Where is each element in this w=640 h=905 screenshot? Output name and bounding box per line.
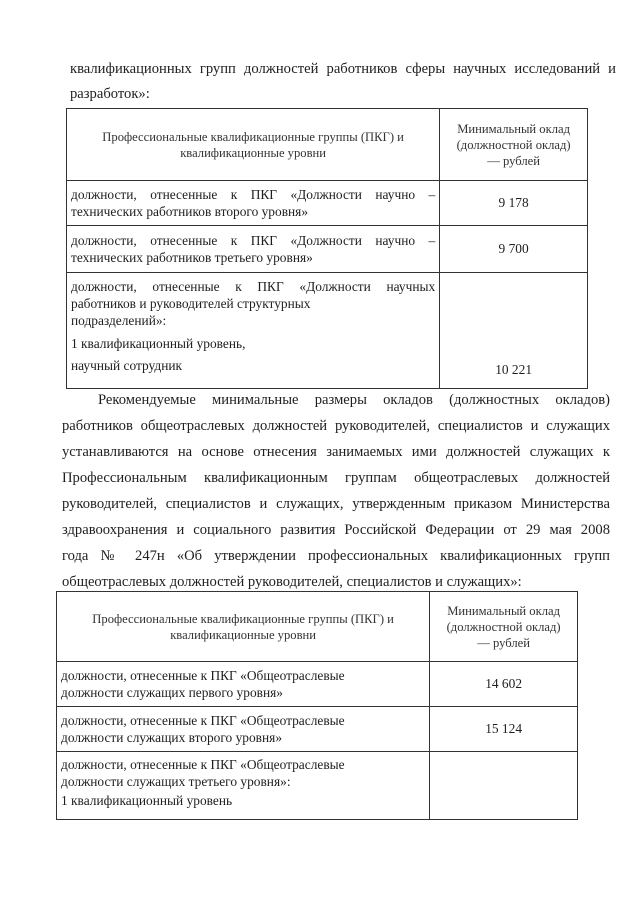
cell-text-line: научный сотрудник: [71, 358, 183, 373]
cell-text-line: должности служащих первого уровня»: [61, 685, 283, 700]
table-header-row: [57, 592, 578, 662]
header-qualification-groups: [67, 109, 440, 181]
salary-value: [430, 752, 578, 820]
header-text-line: квалификационные уровни: [180, 145, 326, 160]
salary-value: 14 602: [430, 662, 578, 707]
paragraph-line: работников общеотраслевых должностей руководителей, специалистов и служащих: [62, 418, 610, 434]
table-row: [57, 752, 578, 820]
cell-text-line: должности, отнесенные к ПКГ «Общеотраслевые: [61, 668, 345, 683]
cell-text-line: должности, отнесенные к ПКГ «Должности научно –: [71, 233, 436, 248]
paragraph-line: года № 247н «Об утверждении профессиональных квалификационных групп: [62, 548, 610, 564]
intro-line: квалификационных групп должностей работников сферы научных исследований и: [70, 61, 616, 77]
salary-table-science: [66, 108, 588, 389]
header-text-line: — рублей: [477, 635, 530, 650]
paragraph-line: руководителей, специалистов и служащих, утвержденным приказом Министерства: [62, 496, 610, 512]
header-text-line: Минимальный оклад: [447, 603, 561, 618]
cell-text-line: должности, отнесенные к ПКГ «Общеотраслевые: [61, 713, 345, 728]
cell-text-line: 1 квалификационный уровень: [61, 793, 233, 808]
header-text-line: Профессиональные квалификационные группы (ПКГ) и: [102, 129, 404, 144]
paragraph-line: общеотраслевых должностей руководителей, специалистов и служащих»:: [62, 574, 522, 590]
cell-text-line: технических работников второго уровня»: [71, 204, 309, 219]
cell-text-line: должности, отнесенные к ПКГ «Должности научных: [71, 279, 436, 294]
table-header-row: [67, 109, 588, 181]
intro-paragraph: [70, 56, 616, 107]
position-cell: [57, 707, 430, 752]
cell-text-line: подразделений»:: [71, 313, 167, 328]
cell-text-line: технических работников третьего уровня»: [71, 250, 313, 265]
header-text-line: Профессиональные квалификационные группы (ПКГ) и: [92, 611, 394, 626]
salary-value: 9 700: [440, 226, 588, 273]
header-text-line: квалификационные уровни: [170, 627, 316, 642]
salary-value: 15 124: [430, 707, 578, 752]
position-cell: [57, 752, 430, 820]
header-text-line: (должностной оклад): [456, 137, 571, 152]
paragraph-line: Рекомендуемые минимальные размеры окладов (должностных окладов): [98, 392, 610, 408]
table-row: [57, 662, 578, 707]
cell-text-line: должности служащих третьего уровня»:: [61, 774, 291, 789]
header-qualification-groups: [57, 592, 430, 662]
body-paragraph: [62, 387, 610, 595]
position-cell: [67, 181, 440, 226]
position-cell: [67, 226, 440, 273]
salary-table-general: [56, 591, 578, 820]
salary-value: 9 178: [440, 181, 588, 226]
paragraph-line: здравоохранения и социального развития Российской Федерации от 29 мая 2008: [62, 522, 610, 538]
table-row: [67, 226, 588, 273]
header-text-line: — рублей: [487, 153, 540, 168]
header-text-line: (должностной оклад): [446, 619, 561, 634]
position-cell: [67, 273, 440, 389]
header-text-line: Минимальный оклад: [457, 121, 571, 136]
cell-text-line: 1 квалификационный уровень,: [71, 336, 246, 351]
cell-text-line: должности, отнесенные к ПКГ «Должности научно –: [71, 187, 436, 202]
cell-text-line: работников и руководителей структурных: [71, 296, 311, 311]
intro-line: разработок»:: [70, 86, 150, 102]
table-row: [67, 181, 588, 226]
table-row: [67, 273, 588, 389]
paragraph-line: устанавливаются на основе отнесения занимаемых ими должностей служащих к: [62, 444, 610, 460]
header-minimum-salary: [430, 592, 578, 662]
position-cell: [57, 662, 430, 707]
paragraph-line: Профессиональным квалификационным группам общеотраслевых должностей: [62, 470, 610, 486]
salary-value: 10 221: [440, 273, 588, 389]
cell-text-line: должности, отнесенные к ПКГ «Общеотраслевые: [61, 757, 345, 772]
table-row: [57, 707, 578, 752]
cell-text-line: должности служащих второго уровня»: [61, 730, 283, 745]
header-minimum-salary: [440, 109, 588, 181]
